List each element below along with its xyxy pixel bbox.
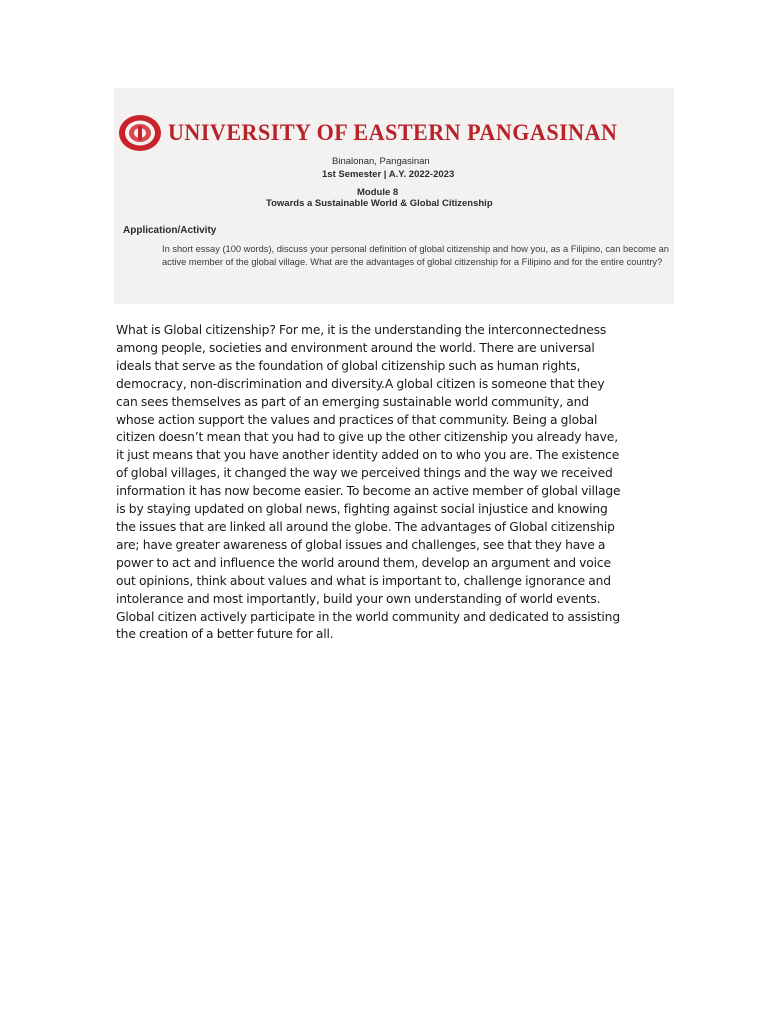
activity-prompt: In short essay (100 words), discuss your personal definition of global citizenship and how you, as a Filipino, can become an active member of the global village. What are the advantages of global citizenship for a Filipino and for the entire country? (162, 244, 669, 267)
essay-line: it just means that you have another identity added on to who you are. The existence (116, 448, 620, 463)
essay-line: the creation of a better future for all. (116, 627, 334, 642)
essay-line: citizen doesn’t mean that you had to give up the other citizenship you already have, (116, 430, 618, 445)
essay-line: ideals that serve as the foundation of global citizenship such as human rights, (116, 358, 581, 373)
module-header-image (114, 88, 674, 304)
section-title: Application/Activity (123, 225, 217, 236)
essay-line: of global villages, it changed the way we perceived things and the way we received (116, 466, 613, 481)
essay-line: whose action support the values and practices of that community. Being a global (116, 412, 598, 427)
university-location: Binalonan, Pangasinan (332, 156, 430, 167)
essay-body (116, 322, 652, 644)
university-name: UNIVERSITY OF EASTERN PANGASINAN (168, 120, 618, 145)
essay-line: are; have greater awareness of global issues and challenges, see that they have a (116, 537, 606, 552)
essay-line: out opinions, think about values and what is important to, challenge ignorance and (116, 573, 611, 588)
essay-line: among people, societies and environment around the world. There are universal (116, 340, 595, 355)
essay-line: power to act and influence the world around them, develop an argument and voice (116, 555, 611, 570)
module-number: Module 8 (357, 187, 399, 198)
essay-line: intolerance and most importantly, build your own understanding of world events. (116, 591, 601, 606)
essay-line: What is Global citizenship? For me, it is the understanding the interconnectedness (116, 323, 607, 337)
essay-line: is by staying updated on global news, fighting against social injustice and knowing (116, 502, 608, 517)
module-title: Towards a Sustainable World & Global Citizenship (266, 198, 493, 209)
university-seal-icon (118, 114, 162, 152)
essay-line: the issues that are linked all around the globe. The advantages of Global citizenship (116, 519, 615, 534)
essay-line: Global citizen actively participate in the world community and dedicated to assisting (116, 609, 620, 624)
essay-line: can sees themselves as part of an emerging sustainable world community, and (116, 394, 589, 409)
semester-line: 1st Semester | A.Y. 2022-2023 (322, 169, 455, 180)
essay-line: democracy, non-discrimination and diversity.A global citizen is someone that they (116, 376, 605, 391)
essay-line: information it has now become easier. To become an active member of global village (116, 484, 621, 499)
